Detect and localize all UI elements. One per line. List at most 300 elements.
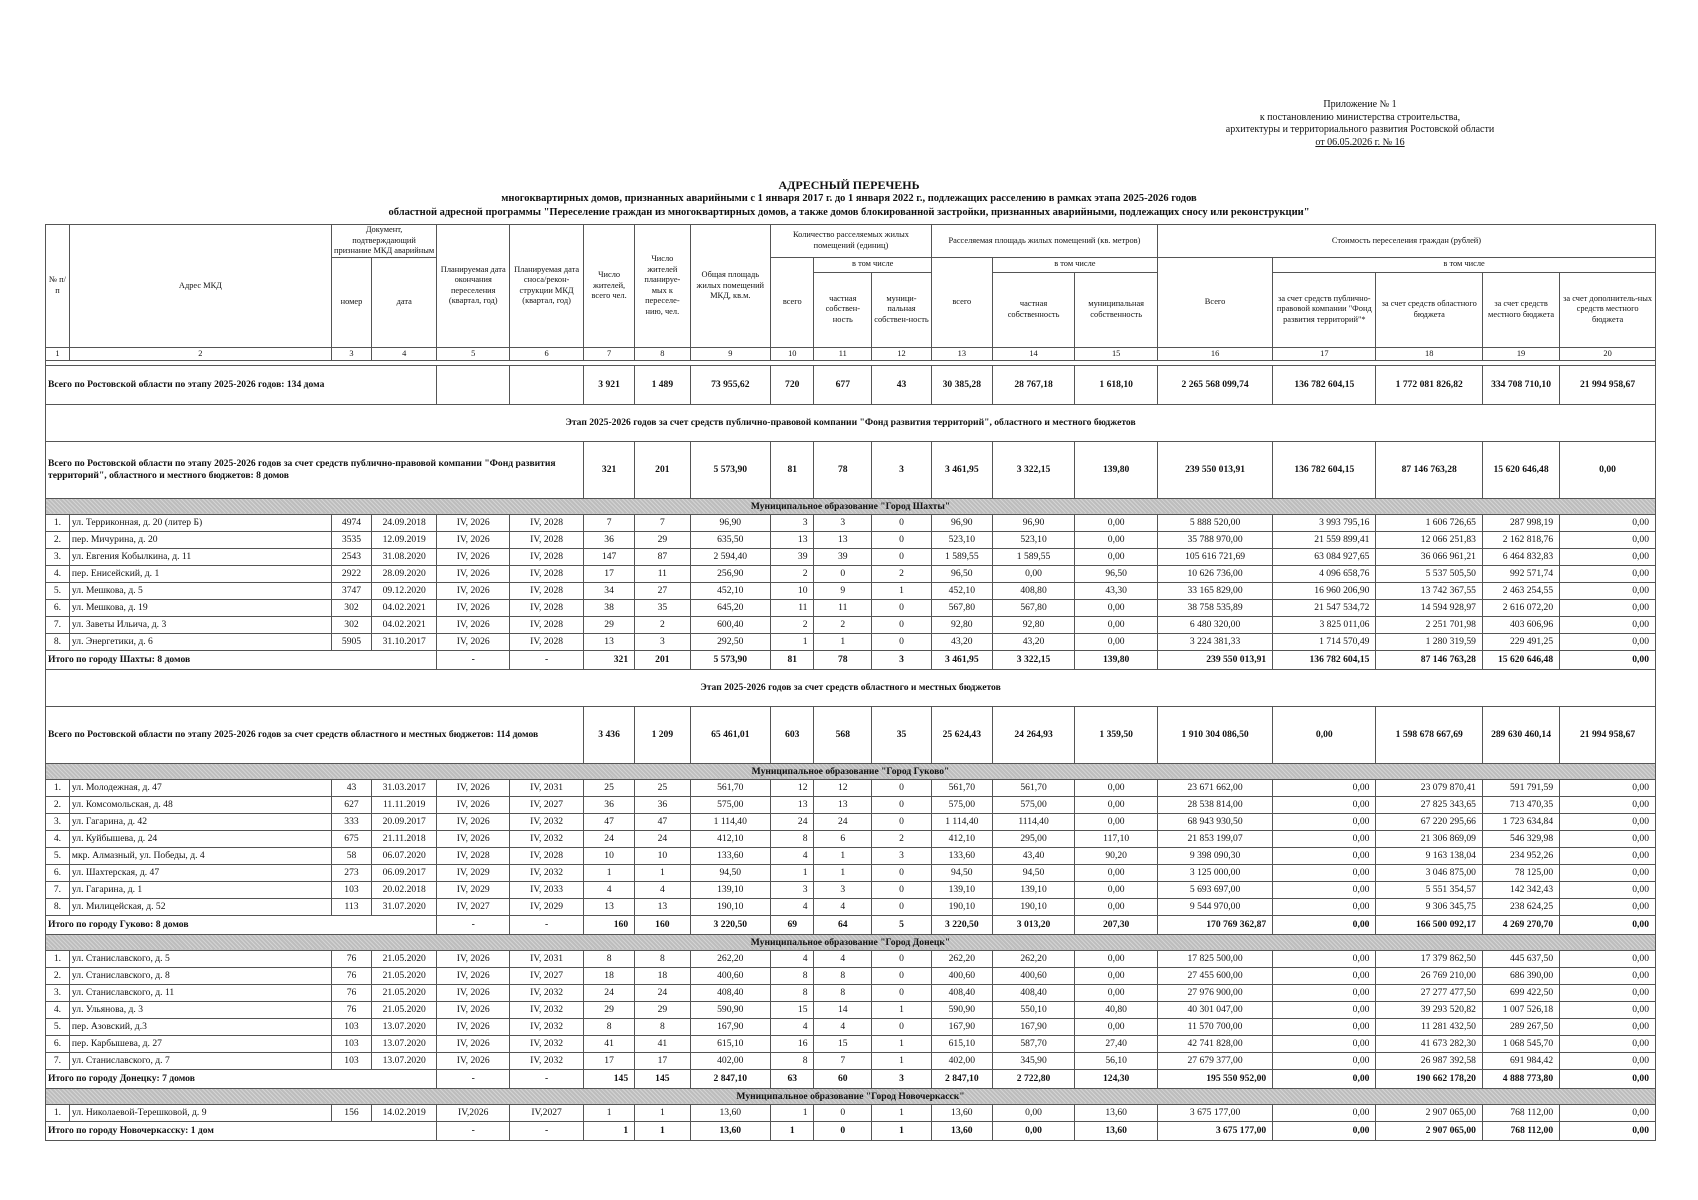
data-cell: 87 — [635, 548, 690, 565]
data-cell: IV, 2026 — [437, 565, 510, 582]
city-total-value: - — [510, 1069, 584, 1088]
col-doc-date-header: дата — [372, 257, 437, 347]
data-cell: 24 — [635, 830, 690, 847]
data-cell: 21.05.2020 — [372, 984, 437, 1001]
table-row — [46, 984, 1656, 1001]
data-cell: 13 742 367,55 — [1376, 582, 1483, 599]
summary-value: 3 921 — [584, 365, 635, 404]
data-cell: 5. — [46, 582, 70, 599]
city-total-value: 4 269 270,70 — [1482, 915, 1559, 934]
summary-value: 65 461,01 — [690, 706, 770, 763]
data-cell: 262,20 — [992, 950, 1075, 967]
data-cell: 2 — [771, 565, 814, 582]
data-cell: 0,00 — [1075, 633, 1158, 650]
data-cell: 43,20 — [992, 633, 1075, 650]
data-cell: IV, 2028 — [510, 616, 584, 633]
data-cell: 0,00 — [1273, 796, 1376, 813]
city-total-value: 195 550 952,00 — [1157, 1069, 1272, 1088]
data-cell: IV, 2032 — [510, 1035, 584, 1052]
data-cell: 7 — [584, 514, 635, 531]
city-total-value: 0,00 — [1273, 1121, 1376, 1140]
table-row — [46, 813, 1656, 830]
data-cell: IV, 2032 — [510, 984, 584, 1001]
data-cell: 117,10 — [1075, 830, 1158, 847]
data-cell: 0,00 — [1560, 531, 1656, 548]
data-cell: 1 589,55 — [992, 548, 1075, 565]
city-total-value: - — [437, 915, 510, 934]
data-cell: 0,00 — [1273, 830, 1376, 847]
col-area-total-header: всего — [931, 257, 992, 347]
col-regional-header: за счет средств областного бюджета — [1376, 272, 1483, 347]
address-cell: ул. Комсомольская, д. 48 — [69, 796, 331, 813]
city-total-value: 166 500 092,17 — [1376, 915, 1483, 934]
column-number: 7 — [584, 347, 635, 360]
data-cell: 04.02.2021 — [372, 599, 437, 616]
data-cell: 2 — [771, 616, 814, 633]
data-cell: 96,90 — [992, 514, 1075, 531]
data-cell: 133,60 — [931, 847, 992, 864]
data-cell: 0,00 — [1075, 548, 1158, 565]
data-cell: 0,00 — [1560, 830, 1656, 847]
column-number: 8 — [635, 347, 690, 360]
city-total-value: 3 013,20 — [992, 915, 1075, 934]
data-cell: IV,2027 — [510, 1104, 584, 1121]
data-cell: 0,00 — [1560, 984, 1656, 1001]
address-cell: ул. Николаевой-Терешковой, д. 9 — [69, 1104, 331, 1121]
data-cell: 63 084 927,65 — [1273, 548, 1376, 565]
data-cell: 12.09.2019 — [372, 531, 437, 548]
data-cell: 17 — [584, 565, 635, 582]
data-cell: 96,90 — [690, 514, 770, 531]
data-cell: 29 — [635, 1001, 690, 1018]
summary-value: 73 955,62 — [690, 365, 770, 404]
col-count-municipal-header: муници-пальная собствен-ность — [872, 272, 932, 347]
data-cell: 31.07.2020 — [372, 898, 437, 915]
data-cell: 2 — [872, 565, 932, 582]
municipality-row — [46, 498, 1656, 514]
data-cell: IV, 2028 — [510, 514, 584, 531]
city-total-value: 15 620 646,48 — [1482, 650, 1559, 669]
data-cell: 287 998,19 — [1482, 514, 1559, 531]
data-cell: 13 — [814, 796, 872, 813]
data-cell: 9 398 090,30 — [1157, 847, 1272, 864]
data-cell: 768 112,00 — [1482, 1104, 1559, 1121]
data-cell: 0 — [872, 599, 932, 616]
data-cell: 0,00 — [1560, 1104, 1656, 1121]
summary-label: Всего по Ростовской области по этапу 2025-2026 годов за счет средств областного и местных бюджетов: 114 домов — [46, 706, 584, 763]
data-cell: 0,00 — [1075, 616, 1158, 633]
city-total-row — [46, 1069, 1656, 1088]
data-cell: 400,60 — [931, 967, 992, 984]
data-cell: IV, 2029 — [510, 898, 584, 915]
data-cell: 4 — [771, 847, 814, 864]
city-total-value: 3 — [872, 650, 932, 669]
data-cell: 0,00 — [1075, 950, 1158, 967]
summary-value: 568 — [814, 706, 872, 763]
data-cell: 992 571,74 — [1482, 565, 1559, 582]
table-row — [46, 1001, 1656, 1018]
data-cell: 445 637,50 — [1482, 950, 1559, 967]
data-cell: 1 280 319,59 — [1376, 633, 1483, 650]
data-cell: 0,00 — [1273, 967, 1376, 984]
city-total-value: 60 — [814, 1069, 872, 1088]
data-cell: 20.02.2018 — [372, 881, 437, 898]
data-cell: 675 — [331, 830, 371, 847]
summary-value: 15 620 646,48 — [1482, 441, 1559, 498]
column-number: 17 — [1273, 347, 1376, 360]
data-cell: 590,90 — [690, 1001, 770, 1018]
data-cell: 24 — [814, 813, 872, 830]
data-cell: 113 — [331, 898, 371, 915]
data-cell: 5905 — [331, 633, 371, 650]
data-cell: 0,00 — [1075, 514, 1158, 531]
column-number: 6 — [510, 347, 584, 360]
data-cell: 27 825 343,65 — [1376, 796, 1483, 813]
data-cell: 15 — [814, 1035, 872, 1052]
city-total-value: 201 — [635, 650, 690, 669]
column-number: 11 — [814, 347, 872, 360]
data-cell: 0,00 — [1560, 898, 1656, 915]
city-total-value: 0 — [814, 1121, 872, 1140]
data-cell: 0 — [872, 898, 932, 915]
data-cell: 4 096 658,76 — [1273, 565, 1376, 582]
col-cost-incl-header: в том числе — [1273, 257, 1656, 272]
city-total-value: 239 550 013,91 — [1157, 650, 1272, 669]
data-cell: 21 306 869,09 — [1376, 830, 1483, 847]
city-total-value: 160 — [584, 915, 635, 934]
data-cell: 3 046 875,00 — [1376, 864, 1483, 881]
data-cell: 2922 — [331, 565, 371, 582]
data-cell: 0 — [872, 633, 932, 650]
data-cell: 94,50 — [690, 864, 770, 881]
data-cell: 21.05.2020 — [372, 950, 437, 967]
address-list-table — [45, 224, 1656, 1141]
data-cell: 167,90 — [690, 1018, 770, 1035]
city-total-value: 3 220,50 — [931, 915, 992, 934]
data-cell: 8 — [635, 950, 690, 967]
data-cell: 0 — [814, 565, 872, 582]
data-cell: 38 758 535,89 — [1157, 599, 1272, 616]
city-total-value: 136 782 604,15 — [1273, 650, 1376, 669]
data-cell: 0,00 — [992, 565, 1075, 582]
data-cell: 0,00 — [1273, 813, 1376, 830]
data-cell: 68 943 930,50 — [1157, 813, 1272, 830]
data-cell: IV, 2026 — [437, 1035, 510, 1052]
data-cell: 0 — [872, 813, 932, 830]
data-cell: 21.05.2020 — [372, 967, 437, 984]
data-cell: 17 — [635, 1052, 690, 1069]
data-cell: IV, 2026 — [437, 599, 510, 616]
data-cell: 47 — [635, 813, 690, 830]
data-cell: 0,00 — [1560, 1018, 1656, 1035]
data-cell: 0,00 — [1273, 1035, 1376, 1052]
data-cell: 29 — [635, 531, 690, 548]
column-number: 16 — [1157, 347, 1272, 360]
city-total-value: 2 722,80 — [992, 1069, 1075, 1088]
address-cell: ул. Терриконная, д. 20 (литер Б) — [69, 514, 331, 531]
data-cell: 7. — [46, 616, 70, 633]
data-cell: 3 125 000,00 — [1157, 864, 1272, 881]
city-total-value: 170 769 362,87 — [1157, 915, 1272, 934]
data-cell: 8 — [584, 1018, 635, 1035]
data-cell: 56,10 — [1075, 1052, 1158, 1069]
data-cell: 41 673 282,30 — [1376, 1035, 1483, 1052]
data-cell: 0 — [872, 881, 932, 898]
data-cell: 133,60 — [690, 847, 770, 864]
data-cell: 0,00 — [1273, 1001, 1376, 1018]
data-cell: 0,00 — [1560, 813, 1656, 830]
data-cell: 262,20 — [931, 950, 992, 967]
column-number: 9 — [690, 347, 770, 360]
stage-total-row — [46, 706, 1656, 763]
address-cell: ул. Станиславского, д. 8 — [69, 967, 331, 984]
data-cell: 2 907 065,00 — [1376, 1104, 1483, 1121]
data-cell: 6. — [46, 599, 70, 616]
data-cell: 234 952,26 — [1482, 847, 1559, 864]
summary-value: 3 — [872, 441, 932, 498]
data-cell: 587,70 — [992, 1035, 1075, 1052]
summary-value: 136 782 604,15 — [1273, 441, 1376, 498]
municipality-row — [46, 934, 1656, 950]
address-cell: ул. Гагарина, д. 1 — [69, 881, 331, 898]
data-cell: 4 — [814, 950, 872, 967]
table-row — [46, 1104, 1656, 1121]
data-cell: 1 114,40 — [690, 813, 770, 830]
data-cell: IV, 2028 — [510, 633, 584, 650]
data-cell: 1. — [46, 950, 70, 967]
address-cell: ул. Мешкова, д. 5 — [69, 582, 331, 599]
data-cell: 1 — [584, 1104, 635, 1121]
data-cell: 15 — [771, 1001, 814, 1018]
table-row — [46, 967, 1656, 984]
data-cell: 40,80 — [1075, 1001, 1158, 1018]
data-cell: 412,10 — [690, 830, 770, 847]
data-cell: 41 — [635, 1035, 690, 1052]
data-cell: 8. — [46, 898, 70, 915]
data-cell: 2 616 072,20 — [1482, 599, 1559, 616]
col-fund-header: за счет средств публично-правовой компании "Фонд развития территорий"* — [1273, 272, 1376, 347]
data-cell: 3 993 795,16 — [1273, 514, 1376, 531]
address-cell: ул. Станиславского, д. 7 — [69, 1052, 331, 1069]
data-cell: 8 — [814, 967, 872, 984]
data-cell: 4 — [635, 881, 690, 898]
data-cell: 0,00 — [1075, 967, 1158, 984]
data-cell: 0,00 — [1273, 881, 1376, 898]
data-cell: 0,00 — [1273, 984, 1376, 1001]
table-row — [46, 881, 1656, 898]
data-cell: 408,40 — [992, 984, 1075, 1001]
data-cell: 24 — [771, 813, 814, 830]
data-cell: IV, 2026 — [437, 967, 510, 984]
data-cell: 8 — [635, 1018, 690, 1035]
data-cell: 90,20 — [1075, 847, 1158, 864]
data-cell: 3. — [46, 984, 70, 1001]
col-address-header: Адрес МКД — [69, 225, 331, 348]
data-cell: 12 066 251,83 — [1376, 531, 1483, 548]
data-cell: IV, 2028 — [510, 599, 584, 616]
appendix-line: от 06.05.2026 г. № 16 — [1315, 136, 1405, 148]
col-premises-area-header: Расселяемая площадь жилых помещений (кв. метров) — [931, 225, 1157, 258]
data-cell: 0,00 — [1560, 881, 1656, 898]
data-cell: 13 — [771, 531, 814, 548]
data-cell: 0,00 — [1560, 967, 1656, 984]
data-cell: 21 559 899,41 — [1273, 531, 1376, 548]
data-cell: 3 — [814, 514, 872, 531]
summary-label: Всего по Ростовской области по этапу 2025-2026 годов: 134 дома — [46, 365, 437, 404]
city-total-value: 2 847,10 — [690, 1069, 770, 1088]
data-cell: 2 — [635, 616, 690, 633]
col-planned-residents-header: Число жителей планируе-мых к переселе-нию, чел. — [635, 225, 690, 348]
data-cell: IV, 2026 — [437, 950, 510, 967]
summary-value: 1 359,50 — [1075, 706, 1158, 763]
municipality-name: Муниципальное образование "Город Донецк" — [46, 934, 1656, 950]
city-total-value: 0,00 — [1273, 915, 1376, 934]
table-row — [46, 548, 1656, 565]
data-cell: 3747 — [331, 582, 371, 599]
data-cell: 29 — [584, 616, 635, 633]
data-cell: 1 714 570,49 — [1273, 633, 1376, 650]
summary-value: 87 146 763,28 — [1376, 441, 1483, 498]
address-cell: ул. Евгения Кобылкина, д. 11 — [69, 548, 331, 565]
data-cell: 408,80 — [992, 582, 1075, 599]
column-number: 5 — [437, 347, 510, 360]
data-cell: 713 470,35 — [1482, 796, 1559, 813]
data-cell: 36 — [584, 531, 635, 548]
data-cell: IV, 2026 — [437, 984, 510, 1001]
data-cell: 6 — [814, 830, 872, 847]
data-cell: 13 — [771, 796, 814, 813]
data-cell: 36 066 961,21 — [1376, 548, 1483, 565]
data-cell: 5. — [46, 847, 70, 864]
data-cell: 229 491,25 — [1482, 633, 1559, 650]
data-cell: IV, 2026 — [437, 796, 510, 813]
summary-value: 1 209 — [635, 706, 690, 763]
data-cell: 47 — [584, 813, 635, 830]
data-cell: 1 723 634,84 — [1482, 813, 1559, 830]
data-cell: 1 589,55 — [931, 548, 992, 565]
data-cell: 12 — [771, 779, 814, 796]
data-cell: 550,10 — [992, 1001, 1075, 1018]
data-cell: 27 679 377,00 — [1157, 1052, 1272, 1069]
data-cell: 0 — [872, 984, 932, 1001]
data-cell: 645,20 — [690, 599, 770, 616]
data-cell: 28 538 814,00 — [1157, 796, 1272, 813]
data-cell: 36 — [635, 796, 690, 813]
data-cell: 561,70 — [931, 779, 992, 796]
data-cell: IV, 2032 — [510, 1018, 584, 1035]
table-row — [46, 1052, 1656, 1069]
data-cell: 0,00 — [1560, 582, 1656, 599]
data-cell: 105 616 721,69 — [1157, 548, 1272, 565]
data-cell: 0 — [872, 1018, 932, 1035]
data-cell: 289 267,50 — [1482, 1018, 1559, 1035]
col-residents-header: Число жителей, всего чел. — [584, 225, 635, 348]
data-cell: 567,80 — [992, 599, 1075, 616]
col-cost-total-header: Всего — [1157, 257, 1272, 347]
data-cell: 24 — [584, 830, 635, 847]
city-total-value: 768 112,00 — [1482, 1121, 1559, 1140]
city-total-value: 4 888 773,80 — [1482, 1069, 1559, 1088]
data-cell: 1 — [872, 1052, 932, 1069]
municipality-name: Муниципальное образование "Город Новочеркасск" — [46, 1088, 1656, 1104]
data-cell: 142 342,43 — [1482, 881, 1559, 898]
data-cell: 96,50 — [1075, 565, 1158, 582]
data-cell: 18 — [584, 967, 635, 984]
data-cell: 13 — [584, 633, 635, 650]
table-row — [46, 1018, 1656, 1035]
data-cell: 8 — [584, 950, 635, 967]
data-cell: 43 — [331, 779, 371, 796]
data-cell: 6 480 320,00 — [1157, 616, 1272, 633]
table-row — [46, 796, 1656, 813]
data-cell: 575,00 — [931, 796, 992, 813]
city-total-value: 124,30 — [1075, 1069, 1158, 1088]
data-cell: 92,80 — [992, 616, 1075, 633]
city-total-label: Итого по городу Донецку: 7 домов — [46, 1069, 437, 1088]
data-cell: 691 984,42 — [1482, 1052, 1559, 1069]
summary-value: 1 618,10 — [1075, 365, 1158, 404]
data-cell: 43,40 — [992, 847, 1075, 864]
data-cell: 1 068 545,70 — [1482, 1035, 1559, 1052]
data-cell: 0,00 — [1560, 565, 1656, 582]
data-cell: 0,00 — [1075, 779, 1158, 796]
data-cell: 10 — [635, 847, 690, 864]
data-cell: 0,00 — [1273, 950, 1376, 967]
table-row — [46, 616, 1656, 633]
data-cell: 39 — [814, 548, 872, 565]
data-cell: 12 — [814, 779, 872, 796]
summary-value: 1 489 — [635, 365, 690, 404]
data-cell: 13.07.2020 — [372, 1035, 437, 1052]
data-cell: 302 — [331, 616, 371, 633]
stage-title-row — [46, 669, 1656, 706]
summary-value: 5 573,90 — [690, 441, 770, 498]
city-total-value: - — [437, 1121, 510, 1140]
data-cell: IV, 2026 — [437, 830, 510, 847]
data-cell: 523,10 — [931, 531, 992, 548]
data-cell: 0 — [814, 1104, 872, 1121]
column-number: 4 — [372, 347, 437, 360]
data-cell: 0 — [872, 950, 932, 967]
city-total-value: 139,80 — [1075, 650, 1158, 669]
data-cell: 0 — [872, 796, 932, 813]
city-total-value: 3 322,15 — [992, 650, 1075, 669]
city-total-value: - — [437, 1069, 510, 1088]
summary-value: 334 708 710,10 — [1482, 365, 1559, 404]
data-cell: 0 — [872, 514, 932, 531]
data-cell: 16 — [771, 1035, 814, 1052]
address-cell: ул. Энергетики, д. 6 — [69, 633, 331, 650]
data-cell: 09.12.2020 — [372, 582, 437, 599]
data-cell: 0,00 — [1075, 984, 1158, 1001]
city-total-value: 0,00 — [1560, 650, 1656, 669]
data-cell: 6. — [46, 864, 70, 881]
summary-value: 24 264,93 — [992, 706, 1075, 763]
data-cell: 26 987 392,58 — [1376, 1052, 1483, 1069]
column-number: 12 — [872, 347, 932, 360]
data-cell: IV, 2028 — [510, 582, 584, 599]
data-cell: 400,60 — [690, 967, 770, 984]
city-total-value: 3 — [872, 1069, 932, 1088]
data-cell: 5 537 505,50 — [1376, 565, 1483, 582]
data-cell: 295,00 — [992, 830, 1075, 847]
table-row — [46, 830, 1656, 847]
summary-value: 43 — [872, 365, 932, 404]
table-row — [46, 864, 1656, 881]
data-cell: 18 — [635, 967, 690, 984]
data-cell: 4 — [814, 1018, 872, 1035]
city-total-label: Итого по городу Гуково: 8 домов — [46, 915, 437, 934]
